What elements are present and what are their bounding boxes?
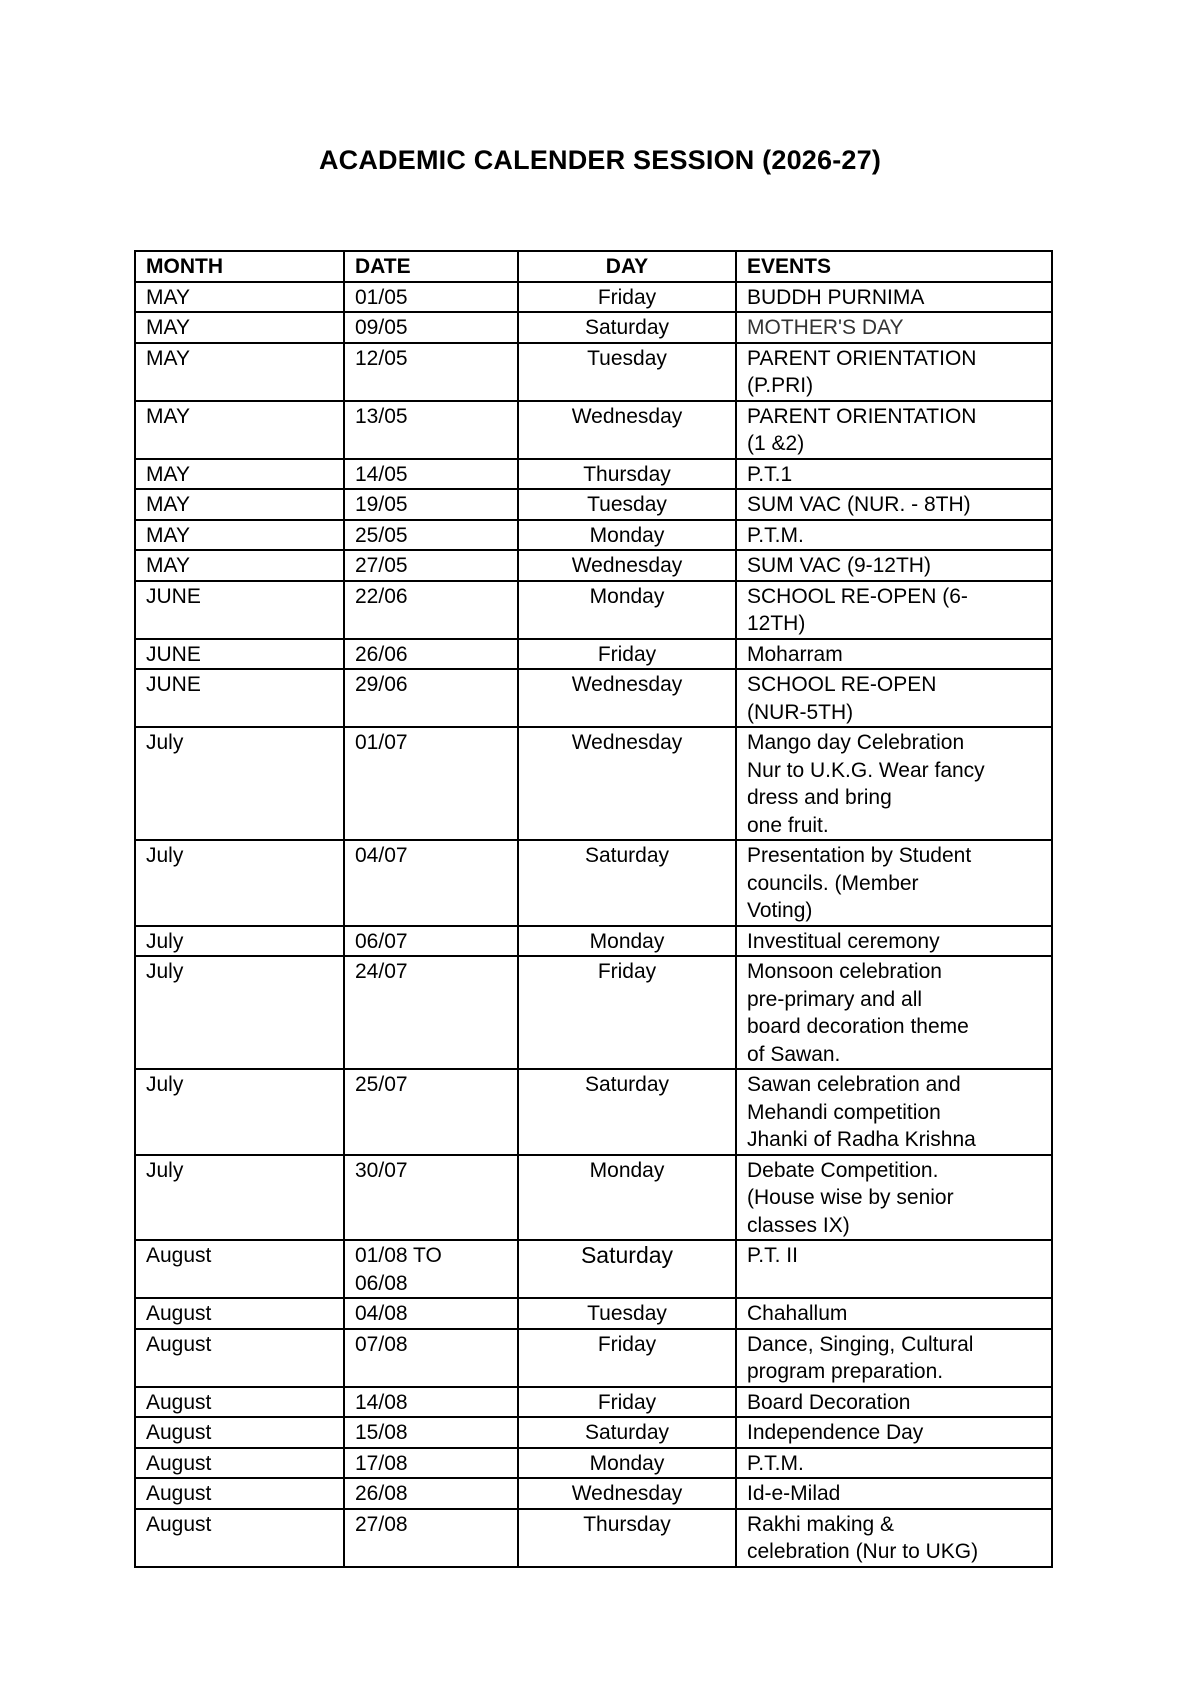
day-cell: Wednesday [518, 401, 736, 459]
day-cell: Wednesday [518, 669, 736, 727]
date-cell: 22/06 [344, 581, 518, 639]
day-cell: Thursday [518, 459, 736, 490]
event-cell: Mango day Celebration Nur to U.K.G. Wear fancy dress and bring one fruit. [736, 727, 1052, 840]
event-cell: MOTHER'S DAY [736, 312, 1052, 343]
table-row [135, 840, 1052, 926]
month-cell: July [135, 727, 344, 840]
month-cell: August [135, 1240, 344, 1298]
date-cell: 04/08 [344, 1298, 518, 1329]
date-cell: 25/07 [344, 1069, 518, 1155]
event-cell: Presentation by Student councils. (Member Voting) [736, 840, 1052, 926]
event-cell: Independence Day [736, 1417, 1052, 1448]
day-cell: Friday [518, 956, 736, 1069]
day-cell: Saturday [518, 1417, 736, 1448]
table-row [135, 1509, 1052, 1567]
month-cell: July [135, 840, 344, 926]
date-cell: 06/07 [344, 926, 518, 957]
event-cell: Investitual ceremony [736, 926, 1052, 957]
day-cell: Monday [518, 1155, 736, 1241]
month-cell: August [135, 1298, 344, 1329]
month-cell: August [135, 1478, 344, 1509]
date-cell: 26/08 [344, 1478, 518, 1509]
column-header-day: DAY [518, 251, 736, 282]
event-cell: Moharram [736, 639, 1052, 670]
month-cell: MAY [135, 550, 344, 581]
event-cell: Debate Competition. (House wise by senior classes IX) [736, 1155, 1052, 1241]
date-cell: 01/08 TO 06/08 [344, 1240, 518, 1298]
column-header-events: EVENTS [736, 251, 1052, 282]
day-cell: Friday [518, 639, 736, 670]
event-cell: PARENT ORIENTATION (P.PRI) [736, 343, 1052, 401]
date-cell: 01/07 [344, 727, 518, 840]
date-cell: 26/06 [344, 639, 518, 670]
month-cell: July [135, 1069, 344, 1155]
date-cell: 19/05 [344, 489, 518, 520]
month-cell: JUNE [135, 581, 344, 639]
date-cell: 09/05 [344, 312, 518, 343]
table-row [135, 581, 1052, 639]
month-cell: July [135, 956, 344, 1069]
month-cell: MAY [135, 312, 344, 343]
event-cell: BUDDH PURNIMA [736, 282, 1052, 313]
table-row [135, 520, 1052, 551]
event-cell: Rakhi making & celebration (Nur to UKG) [736, 1509, 1052, 1567]
month-cell: MAY [135, 343, 344, 401]
month-cell: MAY [135, 520, 344, 551]
day-cell: Wednesday [518, 1478, 736, 1509]
table-row [135, 282, 1052, 313]
date-cell: 24/07 [344, 956, 518, 1069]
event-cell: Id-e-Milad [736, 1478, 1052, 1509]
table-row [135, 1329, 1052, 1387]
event-cell: SUM VAC (9-12TH) [736, 550, 1052, 581]
day-cell: Friday [518, 282, 736, 313]
month-cell: July [135, 1155, 344, 1241]
date-cell: 01/05 [344, 282, 518, 313]
date-cell: 14/05 [344, 459, 518, 490]
event-cell: P.T. II [736, 1240, 1052, 1298]
table-row [135, 312, 1052, 343]
event-cell: P.T.1 [736, 459, 1052, 490]
date-cell: 04/07 [344, 840, 518, 926]
date-cell: 29/06 [344, 669, 518, 727]
table-row [135, 401, 1052, 459]
table-row [135, 489, 1052, 520]
event-cell: SCHOOL RE-OPEN (NUR-5TH) [736, 669, 1052, 727]
month-cell: August [135, 1387, 344, 1418]
date-cell: 27/05 [344, 550, 518, 581]
month-cell: August [135, 1417, 344, 1448]
day-cell: Thursday [518, 1509, 736, 1567]
day-cell: Tuesday [518, 343, 736, 401]
event-cell: Sawan celebration and Mehandi competition Jhanki of Radha Krishna [736, 1069, 1052, 1155]
table-row [135, 1155, 1052, 1241]
table-row [135, 1240, 1052, 1298]
table-row [135, 343, 1052, 401]
day-cell: Monday [518, 926, 736, 957]
table-row [135, 1387, 1052, 1418]
column-header-month: MONTH [135, 251, 344, 282]
day-cell: Saturday [518, 312, 736, 343]
table-row [135, 459, 1052, 490]
month-cell: August [135, 1509, 344, 1567]
event-cell: Dance, Singing, Cultural program preparation. [736, 1329, 1052, 1387]
column-header-date: DATE [344, 251, 518, 282]
table-row [135, 639, 1052, 670]
month-cell: MAY [135, 282, 344, 313]
day-cell: Monday [518, 1448, 736, 1479]
day-cell: Saturday [518, 1069, 736, 1155]
day-cell: Wednesday [518, 727, 736, 840]
event-cell: SUM VAC (NUR. - 8TH) [736, 489, 1052, 520]
month-cell: August [135, 1448, 344, 1479]
table-row [135, 550, 1052, 581]
table-header-row [135, 251, 1052, 282]
table-row [135, 1478, 1052, 1509]
day-cell: Wednesday [518, 550, 736, 581]
table-row [135, 1069, 1052, 1155]
table-row [135, 1417, 1052, 1448]
table-row [135, 1298, 1052, 1329]
event-cell: SCHOOL RE-OPEN (6- 12TH) [736, 581, 1052, 639]
day-cell: Friday [518, 1387, 736, 1418]
month-cell: MAY [135, 459, 344, 490]
event-cell: Chahallum [736, 1298, 1052, 1329]
day-cell: Saturday [518, 840, 736, 926]
day-cell: Tuesday [518, 1298, 736, 1329]
month-cell: JUNE [135, 639, 344, 670]
event-cell: P.T.M. [736, 520, 1052, 551]
table-row [135, 1448, 1052, 1479]
day-cell: Tuesday [518, 489, 736, 520]
date-cell: 07/08 [344, 1329, 518, 1387]
table-body [135, 282, 1052, 1567]
date-cell: 27/08 [344, 1509, 518, 1567]
event-cell: P.T.M. [736, 1448, 1052, 1479]
event-cell: Board Decoration [736, 1387, 1052, 1418]
event-cell: PARENT ORIENTATION (1 &2) [736, 401, 1052, 459]
table-row [135, 727, 1052, 840]
table-row [135, 669, 1052, 727]
month-cell: August [135, 1329, 344, 1387]
academic-calendar-table [134, 250, 1053, 1568]
date-cell: 15/08 [344, 1417, 518, 1448]
date-cell: 12/05 [344, 343, 518, 401]
event-cell: Monsoon celebration pre-primary and all board decoration theme of Sawan. [736, 956, 1052, 1069]
month-cell: JUNE [135, 669, 344, 727]
day-cell: Monday [518, 581, 736, 639]
month-cell: MAY [135, 401, 344, 459]
date-cell: 13/05 [344, 401, 518, 459]
date-cell: 14/08 [344, 1387, 518, 1418]
day-cell: Friday [518, 1329, 736, 1387]
date-cell: 25/05 [344, 520, 518, 551]
day-cell: Monday [518, 520, 736, 551]
date-cell: 30/07 [344, 1155, 518, 1241]
date-cell: 17/08 [344, 1448, 518, 1479]
month-cell: MAY [135, 489, 344, 520]
month-cell: July [135, 926, 344, 957]
page-title: ACADEMIC CALENDER SESSION (2026-27) [318, 145, 882, 175]
day-cell: Saturday [518, 1240, 736, 1298]
table-row [135, 956, 1052, 1069]
table-row [135, 926, 1052, 957]
